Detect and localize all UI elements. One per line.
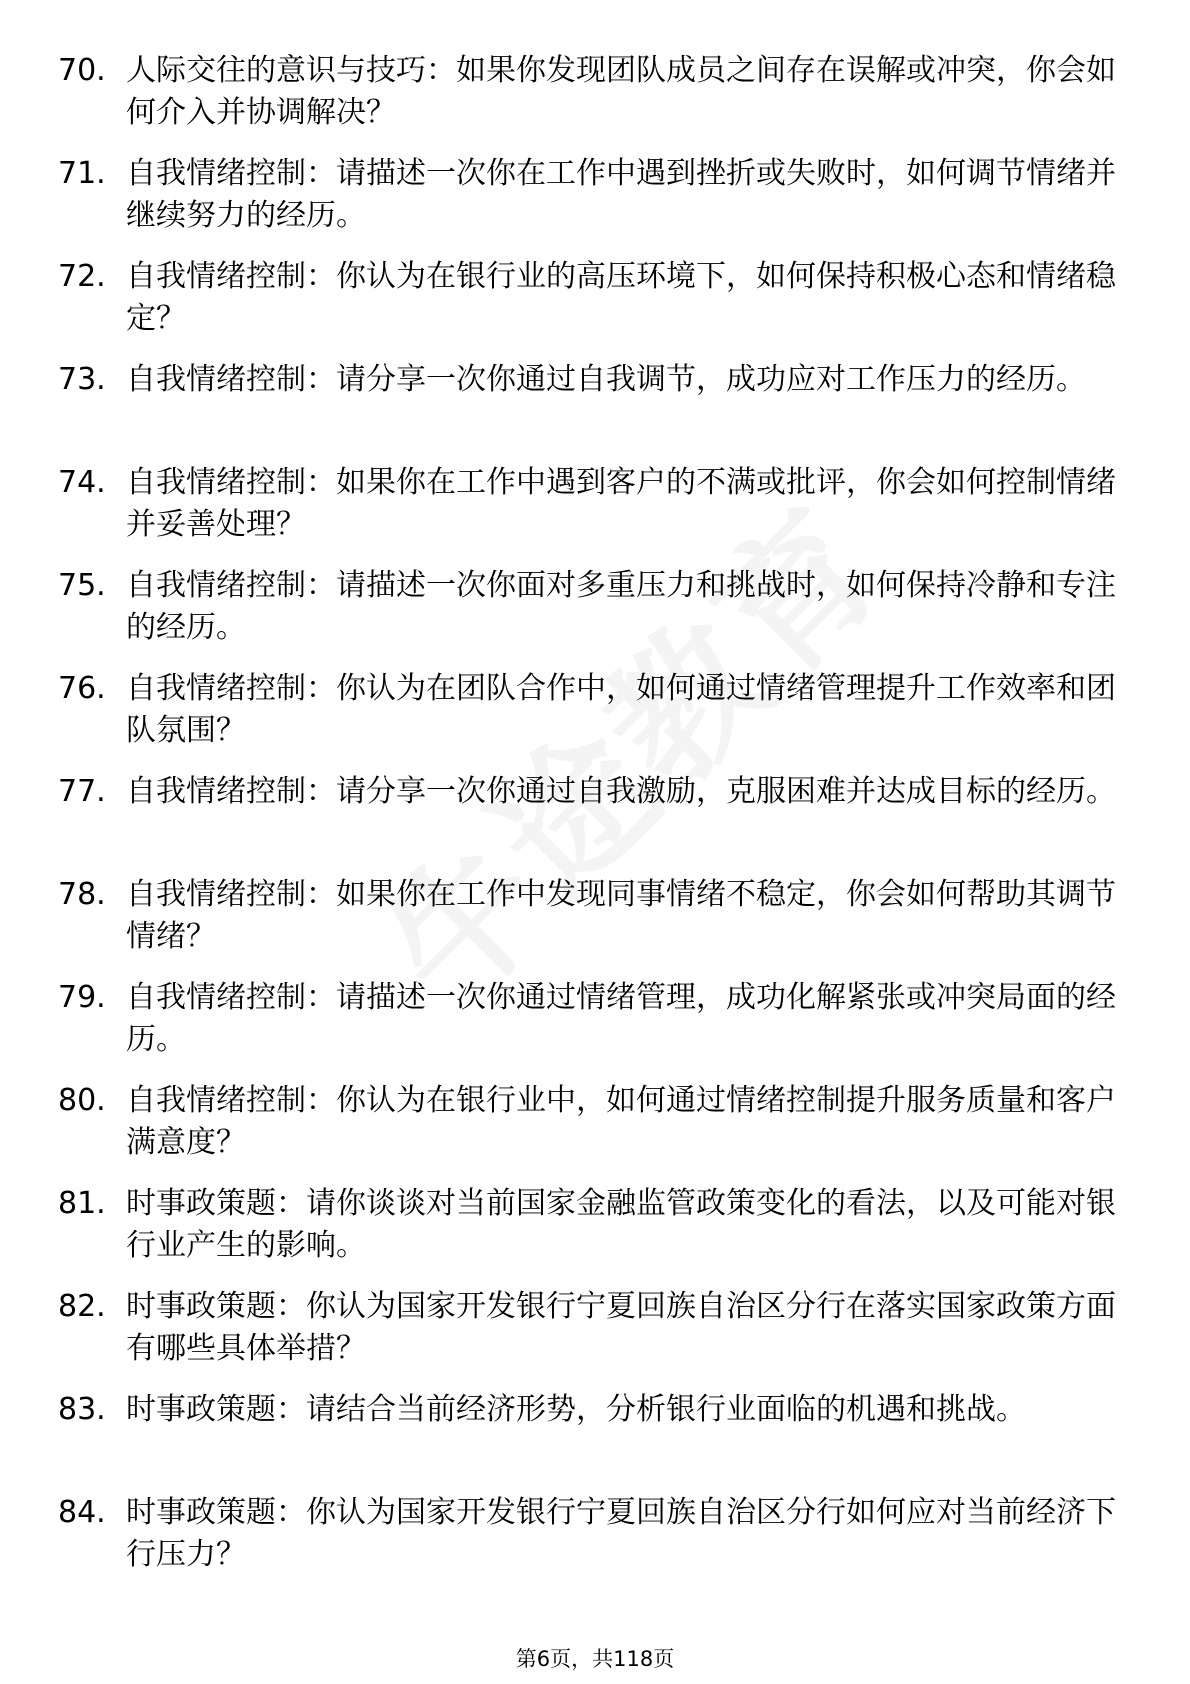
question-number: 78.: [58, 877, 106, 912]
question-number: 80.: [58, 1083, 106, 1118]
question-text: 时事政策题：请你谈谈对当前国家金融监管政策变化的看法，以及可能对银行业产生的影响。: [126, 1186, 1116, 1263]
question-number: 70.: [58, 53, 106, 88]
question-text: 自我情绪控制：你认为在团队合作中，如何通过情绪管理提升工作效率和团队氛围？: [126, 671, 1116, 748]
question-text: 自我情绪控制：请描述一次你通过情绪管理，成功化解紧张或冲突局面的经历。: [126, 980, 1116, 1057]
list-item: [58, 1286, 1128, 1389]
question-number: 84.: [58, 1495, 106, 1530]
question-number: 73.: [58, 362, 106, 397]
list-item: [58, 1183, 1128, 1286]
question-number: 74.: [58, 465, 106, 500]
question-number: 81.: [58, 1186, 106, 1221]
question-text: 自我情绪控制：你认为在银行业的高压环境下，如何保持积极心态和情绪稳定？: [126, 259, 1116, 336]
question-number: 79.: [58, 980, 106, 1015]
question-text: 自我情绪控制：如果你在工作中遇到客户的不满或批评，你会如何控制情绪并妥善处理？: [126, 465, 1116, 542]
question-number: 75.: [58, 568, 106, 603]
question-text: 自我情绪控制：如果你在工作中发现同事情绪不稳定，你会如何帮助其调节情绪？: [126, 877, 1116, 954]
question-number: 83.: [58, 1392, 106, 1427]
list-item: [58, 977, 1128, 1080]
list-item: [58, 153, 1128, 256]
page-number-label: 第6页，共118页: [515, 1647, 675, 1671]
question-text: 人际交往的意识与技巧：如果你发现团队成员之间存在误解或冲突，你会如何介入并协调解决？: [126, 53, 1116, 130]
question-text: 自我情绪控制：请分享一次你通过自我调节，成功应对工作压力的经历。: [126, 362, 1086, 397]
question-text: 时事政策题：请结合当前经济形势，分析银行业面临的机遇和挑战。: [126, 1392, 1026, 1427]
list-item: [58, 1389, 1128, 1492]
page-footer: [0, 1646, 1190, 1672]
list-item: [58, 874, 1128, 977]
question-text: 时事政策题：你认为国家开发银行宁夏回族自治区分行在落实国家政策方面有哪些具体举措？: [126, 1289, 1116, 1366]
list-item: [58, 1492, 1128, 1595]
list-item: [58, 462, 1128, 565]
list-item: [58, 1080, 1128, 1183]
question-list: [58, 50, 1128, 1595]
list-item: [58, 256, 1128, 359]
list-item: [58, 565, 1128, 668]
question-text: 自我情绪控制：你认为在银行业中，如何通过情绪控制提升服务质量和客户满意度？: [126, 1083, 1116, 1160]
question-text: 时事政策题：你认为国家开发银行宁夏回族自治区分行如何应对当前经济下行压力？: [126, 1495, 1116, 1572]
question-number: 82.: [58, 1289, 106, 1324]
question-text: 自我情绪控制：请分享一次你通过自我激励，克服困难并达成目标的经历。: [126, 774, 1116, 809]
list-item: [58, 50, 1128, 153]
question-number: 72.: [58, 259, 106, 294]
question-text: 自我情绪控制：请描述一次你在工作中遇到挫折或失败时，如何调节情绪并继续努力的经历。: [126, 156, 1116, 233]
question-number: 76.: [58, 671, 106, 706]
list-item: [58, 668, 1128, 771]
question-text: 自我情绪控制：请描述一次你面对多重压力和挑战时，如何保持冷静和专注的经历。: [126, 568, 1116, 645]
question-number: 71.: [58, 156, 106, 191]
list-item: [58, 771, 1128, 874]
question-number: 77.: [58, 774, 106, 809]
list-item: [58, 359, 1128, 462]
